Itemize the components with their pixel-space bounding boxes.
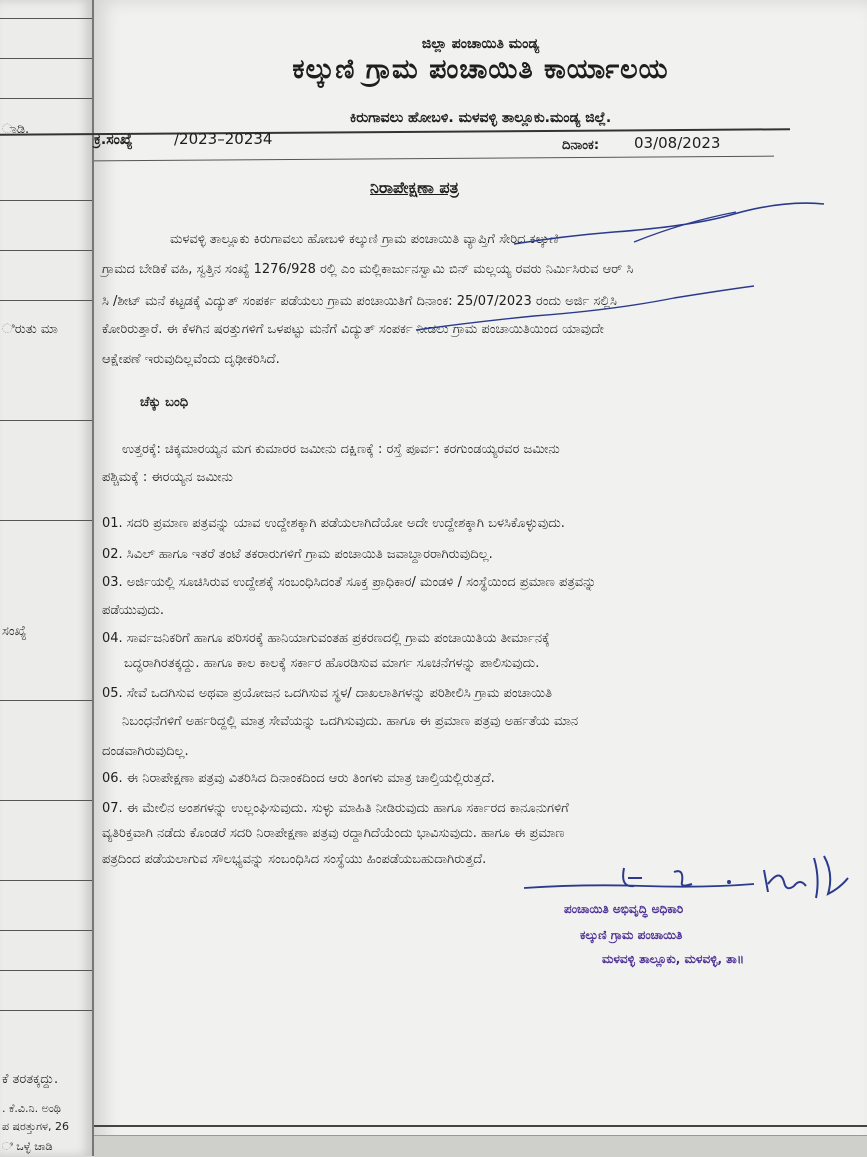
adjacent-page-fragment: ಿರುತು ಮಾ — [2, 322, 58, 337]
page-bottom-edge — [94, 1135, 867, 1157]
adjacent-page-fragment: ಪ ಷರತ್ತುಗಳ, 26 — [2, 1120, 70, 1133]
certificate-sheet — [94, 0, 867, 1156]
condition-line: ಪಡೆಯುವುದು. — [102, 603, 165, 618]
condition-line: 03. ಅರ್ಜಿಯಲ್ಲಿ ಸೂಚಿಸಿರುವ ಉದ್ದೇಶಕ್ಕೆ ಸಂಬಂಧಿಸಿದಂತೆ ಸೂಕ್ತ ಪ್ರಾಧಿಕಾರ/ ಮಂಡಳಿ / ಸಂಸ್ಥೆಯಿಂದ ಪ್ರಮಾಣ ಪತ್ರವನ್ನು — [102, 575, 597, 590]
condition-line: 04. ಸಾರ್ವಜನಿಕರಿಗೆ ಹಾಗೂ ಪರಿಸರಕ್ಕೆ ಹಾನಿಯಾಗುವಂತಹ ಪ್ರಕರಣದಲ್ಲಿ ಗ್ರಾಮ ಪಂಚಾಯಿತಿಯ ತೀರ್ಮಾನಕ್ಕೆ — [102, 631, 550, 646]
condition-line: 06. ಈ ನಿರಾಪೇಕ್ಷಣಾ ಪತ್ರವು ವಿತರಿಸಿದ ದಿನಾಂಕದಿಂದ ಆರು ತಿಂಗಳು ಮಾತ್ರ ಚಾಲ್ತಿಯಲ್ಲಿರುತ್ತದೆ. — [102, 771, 495, 786]
condition-line: ಬದ್ಧರಾಗಿರತಕ್ಕದ್ದು. ಹಾಗೂ ಕಾಲ ಕಾಲಕ್ಕೆ ಸರ್ಕಾರ ಹೊರಡಿಸುವ ಮಾರ್ಗ ಸೂಚನೆಗಳನ್ನು ಪಾಲಿಸುವುದು. — [124, 656, 540, 671]
reference-number-label: ಕ್ರ.ಸಂಖ್ಯೆ — [94, 132, 133, 148]
page-rule — [0, 98, 92, 99]
intro-line: ಆಕ್ಷೇಪಣೆ ಇರುವುದಿಲ್ಲವೆಂದು ದೃಢೀಕರಿಸಿದೆ. — [102, 352, 280, 367]
page-rule — [0, 800, 92, 801]
page-rule — [0, 520, 92, 521]
seal-designation: ಪಂಚಾಯಿತಿ ಅಭಿವೃದ್ಧಿ ಅಧಿಕಾರಿ — [564, 902, 684, 916]
footer-rule — [94, 1125, 867, 1127]
condition-line: 05. ಸೇವೆ ಒದಗಿಸುವ ಅಥವಾ ಪ್ರಯೋಜನ ಒದಗಿಸುವ ಸ್ಥಳ/ ದಾಖಲಾತಿಗಳನ್ನು ಪರಿಶೀಲಿಸಿ ಗ್ರಾಮ ಪಂಚಾಯಿತಿ — [102, 686, 552, 701]
condition-line: ದಂಡವಾಗಿರುವುದಿಲ್ಲ. — [102, 744, 189, 759]
page-rule — [0, 18, 92, 19]
office-title: ಕಲ್ಕುಣಿ ಗ್ರಾಮ ಪಂಚಾಯಿತಿ ಕಾರ್ಯಾಲಯ — [292, 54, 669, 85]
pen-stroke-mark — [634, 212, 736, 242]
adjacent-page-fragment: ಾಡಿ. — [2, 122, 30, 137]
seal-taluk: ಮಳವಳ್ಳಿ ತಾಲ್ಲೂಕು, ಮಳವಳ್ಳಿ, ತಾ॥ — [602, 952, 745, 966]
page-rule — [0, 970, 92, 971]
boundary-line: ಪಶ್ಚಿಮಕ್ಕೆ : ಈರಯ್ಯನ ಜಮೀನು — [102, 470, 233, 485]
date-label: ದಿನಾಂಕ: — [562, 138, 600, 153]
condition-line: 01. ಸದರಿ ಪ್ರಮಾಣ ಪತ್ರವನ್ನು ಯಾವ ಉದ್ದೇಶಕ್ಕಾಗಿ ಪಡೆಯಲಾಗಿದೆಯೋ ಅದೇ ಉದ್ದೇಶಕ್ಕಾಗಿ ಬಳಸಿಕೊಳ್ಳುವುದು. — [102, 516, 565, 531]
boundary-line: ಉತ್ತರಕ್ಕೆ: ಚಿಕ್ಕಮಾರಯ್ಯನ ಮಗ ಕುಮಾರರ ಜಮೀನು ದಕ್ಷಿಣಕ್ಕೆ : ರಸ್ತೆ ಪೂರ್ವ: ಕರಗುಂಡಯ್ಯರವರ ಜಮೀನು — [122, 442, 560, 457]
intro-line: ಸಿ /ಶೀಟ್ ಮನೆ ಕಟ್ಟಡಕ್ಕೆ ವಿದ್ಯುತ್ ಸಂಪರ್ಕ ಪಡೆಯಲು ಗ್ರಾಮ ಪಂಚಾಯಿತಿಗೆ ದಿನಾಂಕ: 25/07/2023 ರಂದು ಅರ್ಜಿ ಸಲ್ಲಿಸಿ — [102, 294, 617, 309]
condition-line: 07. ಈ ಮೇಲಿನ ಅಂಶಗಳನ್ನು ಉಲ್ಲಂಘಿಸುವುದು. ಸುಳ್ಳು ಮಾಹಿತಿ ನೀಡಿರುವುದು ಹಾಗೂ ಸರ್ಕಾರದ ಕಾನೂನುಗಳಿಗೆ — [102, 801, 569, 816]
pen-underline-mark — [416, 286, 754, 330]
condition-line: 02. ಸಿವಿಲ್ ಹಾಗೂ ಇತರೆ ತಂಟೆ ತಕರಾರುಗಳಿಗೆ ಗ್ರಾಮ ಪಂಚಾಯಿತಿ ಜವಾಬ್ದಾರರಾಗಿರುವುದಿಲ್ಲ. — [102, 547, 493, 562]
seal-office: ಕಲ್ಕುಣಿ ಗ್ರಾಮ ಪಂಚಾಯಿತಿ — [580, 928, 683, 942]
office-address: ಕಿರುಗಾವಲು ಹೋಬಳಿ. ಮಳವಳ್ಳಿ ತಾಲ್ಲೂಕು.ಮಂಡ್ಯ ಜಿಲ್ಲೆ. — [349, 110, 612, 126]
adjacent-page-fragment: ಕೆ ತರತಕ್ಕದ್ದು. — [2, 1072, 59, 1087]
page-rule — [0, 700, 92, 701]
page-rule — [0, 420, 92, 421]
page-rule — [0, 880, 92, 881]
intro-line: ಕೋರಿರುತ್ತಾರೆ. ಈ ಕೆಳಗಿನ ಷರತ್ತುಗಳಿಗೆ ಒಳಪಟ್ಟು ಮನೆಗೆ ವಿದ್ಯುತ್ ಸಂಪರ್ಕ ನೀಡಲು ಗ್ರಾಮ ಪಂಚಾಯಿತಿಯಿಂದ ಯಾವುದೇ — [102, 322, 604, 337]
adjacent-page-strip — [0, 0, 94, 1156]
reference-number-value: /2023–20234 — [174, 130, 273, 148]
boundaries-heading: ಚೆಕ್ಕು ಬಂಧಿ — [140, 395, 189, 410]
page-rule — [0, 58, 92, 59]
page-rule — [0, 250, 92, 251]
page-rule — [0, 300, 92, 301]
date-value: 03/08/2023 — [634, 134, 721, 152]
condition-line: ಪತ್ರದಿಂದ ಪಡೆಯಲಾಗುವ ಸೌಲಭ್ಯವನ್ನು ಸಂಬಂಧಿಸಿದ ಸಂಸ್ಥೆಯು ಹಿಂಪಡೆಯಬಹುದಾಗಿರುತ್ತದೆ. — [102, 852, 487, 867]
intro-line: ಗ್ರಾಮದ ಬೇಡಿಕೆ ವಹಿ, ಸ್ವತ್ತಿನ ಸಂಖ್ಯೆ 1276/928 ರಲ್ಲಿ ಎಂ ಮಲ್ಲಿಕಾರ್ಜುನಸ್ವಾಮಿ ಬಿನ್ ಮಲ್ಲಯ್ಯ ರವರು ನಿರ್ಮಿಸಿರುವ ಆರ್ ಸಿ — [102, 262, 634, 277]
adjacent-page-fragment: ಸಂಖ್ಯೆ — [2, 624, 27, 639]
condition-line: ವ್ಯತಿರಿಕ್ತವಾಗಿ ನಡೆದು ಕೊಂಡರೆ ಸದರಿ ನಿರಾಪೇಕ್ಷಣಾ ಪತ್ರವು ರದ್ದಾಗಿದೆಯೆಂದು ಭಾವಿಸುವುದು. ಹಾಗೂ ಈ ಪ್ರಮಾಣ — [102, 826, 565, 841]
pen-underline-mark — [514, 203, 824, 244]
page-rule — [0, 930, 92, 931]
district-panchayat-heading: ಜಿಲ್ಲಾ ಪಂಚಾಯಿತಿ ಮಂಡ್ಯ — [421, 36, 540, 52]
signature-block — [524, 848, 854, 988]
adjacent-page-fragment: ಿ ಒಳ್ಳೆ ಚಾಡಿ — [2, 1140, 53, 1153]
intro-line: ಮಳವಳ್ಳಿ ತಾಲ್ಲೂಕು ಕಿರುಗಾವಲು ಹೋಬಳಿ ಕಲ್ಕುಣಿ ಗ್ರಾಮ ಪಂಚಾಯಿತಿ ವ್ಯಾಪ್ತಿಗೆ ಸೇರಿದ ಕಲ್ಕುಣಿ — [170, 232, 559, 247]
page-rule — [0, 1010, 92, 1011]
condition-line: ನಿಬಂಧನೆಗಳಿಗೆ ಅರ್ಹರಿದ್ದಲ್ಲಿ ಮಾತ್ರ ಸೇವೆಯನ್ನು ಒದಗಿಸುವುದು. ಹಾಗೂ ಈ ಪ್ರಮಾಣ ಪತ್ರವು ಅರ್ಹತೆಯ ಮಾನ — [122, 714, 579, 729]
handwritten-signature — [524, 848, 854, 908]
adjacent-page-fragment: . ಕೆ.ವಿ.ನಿ. ಅಂಥಿ — [2, 1102, 61, 1115]
page-rule — [0, 200, 92, 201]
document-title: ನಿರಾಪೇಕ್ಷಣಾ ಪತ್ರ — [370, 178, 459, 197]
